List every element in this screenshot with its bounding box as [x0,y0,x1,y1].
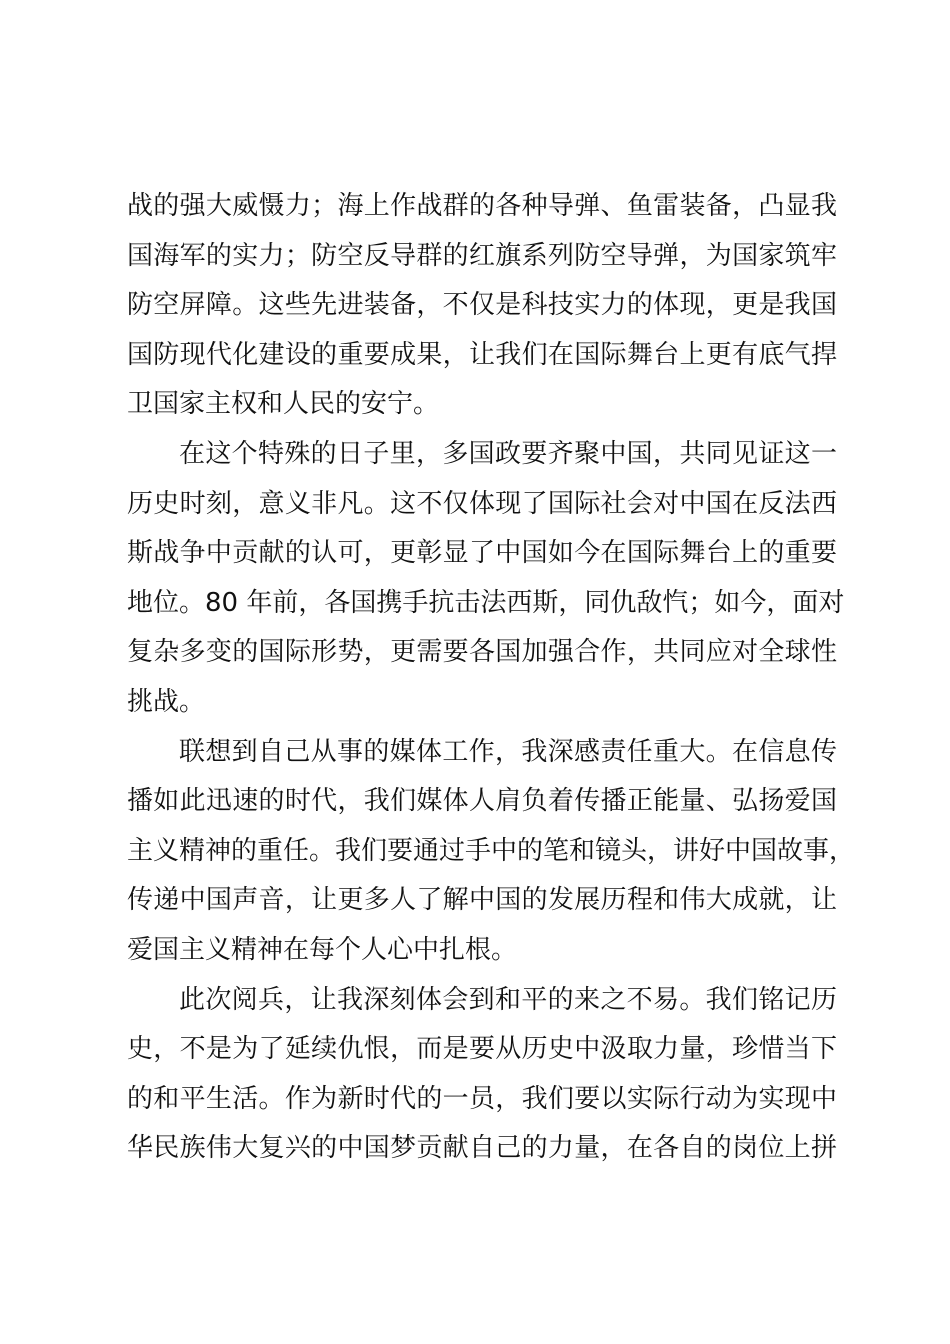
paragraph-line: 此次阅兵，让我深刻体会到和平的来之不易。我们铭记历 [179,984,837,1015]
paragraph-1 [127,182,837,430]
paragraph-3 [127,728,856,976]
paragraph-line: 国防现代化建设的重要成果，让我们在国际舞台上更有底气捍 [127,339,837,370]
paragraph-line: 防空屏障。这些先进装备，不仅是科技实力的体现，更是我国 [127,290,837,321]
paragraph-line: 国海军的实力；防空反导群的红旗系列防空导弹，为国家筑牢 [127,240,837,271]
paragraph-line: 爱国主义精神在每个人心中扎根。 [127,934,518,965]
paragraph-line: 的和平生活。作为新时代的一员，我们要以实际行动为实现中 [127,1083,837,1114]
paragraph-line: 卫国家主权和人民的安宁。 [127,389,440,420]
paragraph-line: 在这个特殊的日子里，多国政要齐聚中国，共同见证这一 [179,438,837,469]
paragraph-line: 斯战争中贡献的认可，更彰显了中国如今在国际舞台上的重要 [127,538,837,569]
paragraph-2 [127,430,845,728]
paragraph-line: 史，不是为了延续仇恨，而是要从历史中汲取力量，珍惜当下 [127,1034,837,1065]
paragraph-line: 华民族伟大复兴的中国梦贡献自己的力量，在各自的岗位上拼 [127,1133,837,1164]
paragraph-line: 地位。80 年前，各国携手抗击法西斯，同仇敌忾；如今，面对 [127,587,845,618]
paragraph-line: 历史时刻，意义非凡。这不仅体现了国际社会对中国在反法西 [127,488,837,519]
paragraph-4 [127,976,837,1174]
paragraph-line: 传递中国声音，让更多人了解中国的发展历程和伟大成就，让 [127,885,837,916]
document-body [127,182,856,1174]
paragraph-line: 挑战。 [127,686,206,717]
paragraph-line: 战的强大威慑力；海上作战群的各种导弹、鱼雷装备，凸显我 [127,191,837,221]
paragraph-line: 复杂多变的国际形势，更需要各国加强合作，共同应对全球性 [127,637,837,668]
paragraph-line: 联想到自己从事的媒体工作，我深感责任重大。在信息传 [179,736,837,767]
paragraph-line: 播如此迅速的时代，我们媒体人肩负着传播正能量、弘扬爱国 [127,786,837,817]
paragraph-line: 主义精神的重任。我们要通过手中的笔和镜头，讲好中国故事， [127,835,856,866]
